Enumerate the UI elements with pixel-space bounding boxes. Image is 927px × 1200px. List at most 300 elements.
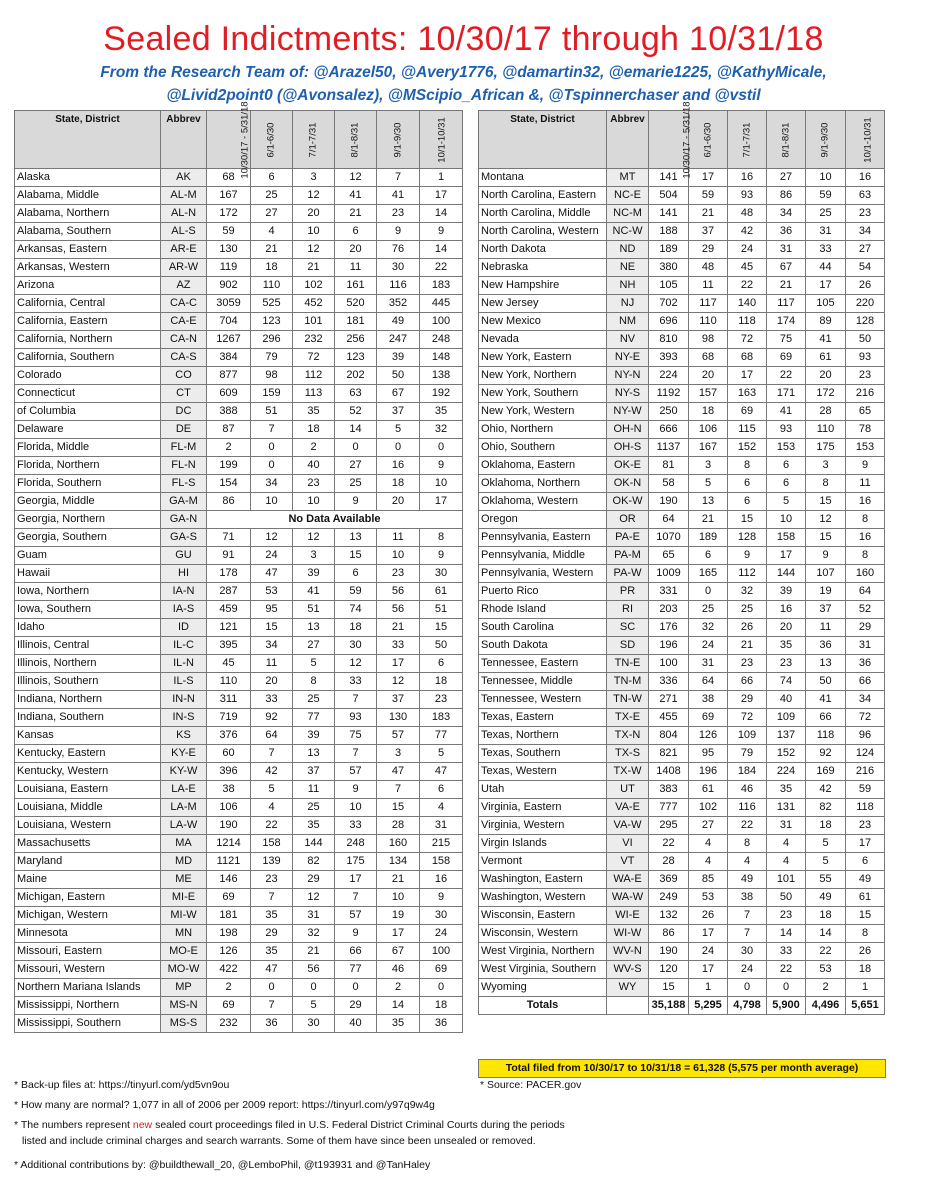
abbrev-cell: WA-E: [607, 871, 649, 889]
header-period-3: 7/1-7/31: [728, 111, 767, 169]
table-row: [479, 385, 885, 403]
state-cell: Texas, Western: [479, 763, 607, 781]
table-row: [479, 727, 885, 745]
value-cell: 10: [806, 169, 846, 187]
state-cell: South Carolina: [479, 619, 607, 637]
value-cell: 459: [207, 601, 251, 619]
table-row: [15, 187, 463, 205]
table-row: [479, 349, 885, 367]
value-cell: 112: [728, 565, 767, 583]
state-cell: Oklahoma, Northern: [479, 475, 607, 493]
value-cell: 64: [649, 511, 689, 529]
value-cell: 9: [846, 457, 885, 475]
value-cell: 24: [689, 943, 728, 961]
table-row: [479, 475, 885, 493]
value-cell: 92: [251, 709, 293, 727]
value-cell: 29: [335, 997, 377, 1015]
state-cell: Rhode Island: [479, 601, 607, 619]
value-cell: 14: [767, 925, 806, 943]
abbrev-cell: OK-E: [607, 457, 649, 475]
state-cell: Arizona: [15, 277, 161, 295]
value-cell: 9: [420, 223, 463, 241]
value-cell: 167: [689, 439, 728, 457]
value-cell: 112: [293, 367, 335, 385]
abbrev-cell: OR: [607, 511, 649, 529]
note-represent-line2: listed and include criminal charges and search warrants. Some of them have since been unsealed or removed.: [22, 1135, 536, 1147]
abbrev-cell: UT: [607, 781, 649, 799]
abbrev-cell: AR-W: [161, 259, 207, 277]
header-state: State, District: [479, 111, 607, 169]
value-cell: 17: [728, 367, 767, 385]
value-cell: 52: [335, 403, 377, 421]
value-cell: 9: [335, 781, 377, 799]
value-cell: 30: [377, 259, 420, 277]
table-row: [15, 529, 463, 547]
value-cell: 5: [806, 835, 846, 853]
value-cell: 181: [335, 313, 377, 331]
value-cell: 137: [767, 727, 806, 745]
header-period-2: 6/1-6/30: [689, 111, 728, 169]
value-cell: 17: [689, 169, 728, 187]
value-cell: 100: [420, 943, 463, 961]
value-cell: 123: [251, 313, 293, 331]
total-cell: 5,900: [767, 997, 806, 1015]
value-cell: 174: [767, 313, 806, 331]
abbrev-cell: NY-E: [607, 349, 649, 367]
value-cell: 106: [207, 799, 251, 817]
value-cell: 35: [767, 637, 806, 655]
state-cell: Massachusetts: [15, 835, 161, 853]
value-cell: 68: [207, 169, 251, 187]
value-cell: 153: [767, 439, 806, 457]
value-cell: 16: [846, 493, 885, 511]
value-cell: 0: [335, 439, 377, 457]
value-cell: 98: [689, 331, 728, 349]
value-cell: 15: [728, 511, 767, 529]
value-cell: 46: [728, 781, 767, 799]
value-cell: 45: [728, 259, 767, 277]
state-cell: Washington, Eastern: [479, 871, 607, 889]
value-cell: 57: [335, 763, 377, 781]
value-cell: 36: [251, 1015, 293, 1033]
value-cell: 19: [806, 583, 846, 601]
note-represent: [14, 1118, 565, 1132]
value-cell: 1: [689, 979, 728, 997]
value-cell: 58: [649, 475, 689, 493]
table-row: [479, 673, 885, 691]
abbrev-cell: DE: [161, 421, 207, 439]
value-cell: 215: [420, 835, 463, 853]
table-row: [15, 709, 463, 727]
value-cell: 35: [293, 403, 335, 421]
table-row: [15, 583, 463, 601]
value-cell: 75: [335, 727, 377, 745]
header-period-4: 8/1-8/31: [767, 111, 806, 169]
value-cell: 232: [293, 331, 335, 349]
value-cell: 12: [335, 655, 377, 673]
state-cell: Texas, Southern: [479, 745, 607, 763]
value-cell: 163: [728, 385, 767, 403]
header-period-5: 9/1-9/30: [377, 111, 420, 169]
value-cell: 224: [649, 367, 689, 385]
table-row: [479, 637, 885, 655]
page-title: Sealed Indictments: 10/30/17 through 10/31/18: [103, 20, 824, 58]
value-cell: 296: [251, 331, 293, 349]
table-row: [15, 817, 463, 835]
state-cell: Oklahoma, Western: [479, 493, 607, 511]
value-cell: 47: [377, 763, 420, 781]
state-cell: Alabama, Middle: [15, 187, 161, 205]
value-cell: 72: [846, 709, 885, 727]
value-cell: 86: [649, 925, 689, 943]
value-cell: 67: [767, 259, 806, 277]
abbrev-cell: NC-E: [607, 187, 649, 205]
value-cell: 192: [420, 385, 463, 403]
value-cell: 8: [806, 475, 846, 493]
value-cell: 7: [335, 691, 377, 709]
value-cell: 5: [251, 781, 293, 799]
state-cell: Louisiana, Middle: [15, 799, 161, 817]
value-cell: 53: [251, 583, 293, 601]
state-cell: Tennessee, Eastern: [479, 655, 607, 673]
value-cell: 609: [207, 385, 251, 403]
abbrev-cell: VA-W: [607, 817, 649, 835]
value-cell: 1070: [649, 529, 689, 547]
value-cell: 102: [293, 277, 335, 295]
value-cell: 41: [335, 187, 377, 205]
abbrev-cell: SD: [607, 637, 649, 655]
table-row: [15, 277, 463, 295]
value-cell: 376: [207, 727, 251, 745]
table-row: [479, 313, 885, 331]
table-row: [479, 223, 885, 241]
value-cell: 24: [420, 925, 463, 943]
value-cell: 3: [377, 745, 420, 763]
state-cell: Missouri, Eastern: [15, 943, 161, 961]
totals-label: Totals: [479, 997, 607, 1015]
value-cell: 203: [649, 601, 689, 619]
value-cell: 152: [728, 439, 767, 457]
state-cell: New York, Southern: [479, 385, 607, 403]
header-period-6: 10/1-10/31: [846, 111, 885, 169]
abbrev-cell: TN-W: [607, 691, 649, 709]
state-cell: Guam: [15, 547, 161, 565]
abbrev-cell: NE: [607, 259, 649, 277]
value-cell: 56: [377, 601, 420, 619]
value-cell: 15: [377, 799, 420, 817]
value-cell: 4: [689, 853, 728, 871]
value-cell: 4: [251, 223, 293, 241]
value-cell: 504: [649, 187, 689, 205]
value-cell: 16: [377, 457, 420, 475]
abbrev-cell: PA-M: [607, 547, 649, 565]
abbrev-cell: AL-M: [161, 187, 207, 205]
abbrev-cell: ID: [161, 619, 207, 637]
value-cell: 51: [293, 601, 335, 619]
abbrev-cell: MT: [607, 169, 649, 187]
value-cell: 0: [420, 979, 463, 997]
value-cell: 27: [846, 241, 885, 259]
value-cell: 144: [293, 835, 335, 853]
value-cell: 64: [846, 583, 885, 601]
table-row: [15, 367, 463, 385]
table-row: [15, 385, 463, 403]
value-cell: 13: [689, 493, 728, 511]
value-cell: 115: [728, 421, 767, 439]
abbrev-cell: IN-N: [161, 691, 207, 709]
table-row: [15, 889, 463, 907]
value-cell: 7: [377, 781, 420, 799]
value-cell: 36: [806, 637, 846, 655]
value-cell: 11: [377, 529, 420, 547]
value-cell: 165: [689, 565, 728, 583]
value-cell: 34: [251, 637, 293, 655]
value-cell: 37: [377, 691, 420, 709]
abbrev-cell: NY-S: [607, 385, 649, 403]
value-cell: 69: [207, 997, 251, 1015]
value-cell: 23: [420, 691, 463, 709]
abbrev-cell: IL-C: [161, 637, 207, 655]
value-cell: 33: [335, 817, 377, 835]
value-cell: 59: [335, 583, 377, 601]
header-row: [15, 111, 463, 169]
value-cell: 232: [207, 1015, 251, 1033]
table-row: [479, 295, 885, 313]
value-cell: 109: [767, 709, 806, 727]
table-row: [479, 817, 885, 835]
value-cell: 66: [846, 673, 885, 691]
abbrev-cell: TN-M: [607, 673, 649, 691]
table-row: [15, 799, 463, 817]
value-cell: 171: [767, 385, 806, 403]
value-cell: 19: [377, 907, 420, 925]
abbrev-cell: TN-E: [607, 655, 649, 673]
value-cell: 79: [251, 349, 293, 367]
value-cell: 189: [649, 241, 689, 259]
value-cell: 130: [207, 241, 251, 259]
abbrev-cell: MI-E: [161, 889, 207, 907]
value-cell: 216: [846, 763, 885, 781]
value-cell: 21: [767, 277, 806, 295]
header-period-6: 10/1-10/31: [420, 111, 463, 169]
abbrev-cell: KY-W: [161, 763, 207, 781]
header-period-4: 8/1-8/31: [335, 111, 377, 169]
value-cell: 134: [377, 853, 420, 871]
value-cell: 14: [335, 421, 377, 439]
value-cell: 27: [767, 169, 806, 187]
value-cell: 331: [649, 583, 689, 601]
value-cell: 14: [420, 205, 463, 223]
value-cell: 93: [846, 349, 885, 367]
value-cell: 8: [846, 925, 885, 943]
value-cell: 18: [251, 259, 293, 277]
state-cell: Louisiana, Western: [15, 817, 161, 835]
abbrev-cell: NH: [607, 277, 649, 295]
value-cell: 821: [649, 745, 689, 763]
table-row: [15, 691, 463, 709]
value-cell: 17: [420, 187, 463, 205]
value-cell: 55: [806, 871, 846, 889]
value-cell: 61: [689, 781, 728, 799]
value-cell: 46: [377, 961, 420, 979]
abbrev-cell: WI-E: [607, 907, 649, 925]
value-cell: 25: [293, 691, 335, 709]
value-cell: 8: [846, 547, 885, 565]
state-cell: New Jersey: [479, 295, 607, 313]
table-row: [15, 223, 463, 241]
value-cell: 59: [689, 187, 728, 205]
table-row: [479, 547, 885, 565]
state-cell: Michigan, Eastern: [15, 889, 161, 907]
abbrev-cell: DC: [161, 403, 207, 421]
value-cell: 1009: [649, 565, 689, 583]
table-row: [479, 619, 885, 637]
value-cell: 18: [689, 403, 728, 421]
value-cell: 9: [728, 547, 767, 565]
value-cell: 32: [728, 583, 767, 601]
value-cell: 9: [377, 223, 420, 241]
abbrev-cell: WA-W: [607, 889, 649, 907]
value-cell: 78: [846, 421, 885, 439]
value-cell: 24: [689, 637, 728, 655]
value-cell: 65: [846, 403, 885, 421]
state-cell: Georgia, Middle: [15, 493, 161, 511]
value-cell: 7: [728, 925, 767, 943]
value-cell: 63: [846, 187, 885, 205]
value-cell: 21: [293, 259, 335, 277]
left-districts-table: [14, 101, 463, 1033]
state-cell: Kentucky, Western: [15, 763, 161, 781]
state-cell: Texas, Eastern: [479, 709, 607, 727]
value-cell: 0: [377, 439, 420, 457]
value-cell: 77: [335, 961, 377, 979]
value-cell: 160: [377, 835, 420, 853]
state-cell: Arkansas, Eastern: [15, 241, 161, 259]
value-cell: 22: [728, 277, 767, 295]
value-cell: 249: [649, 889, 689, 907]
value-cell: 38: [689, 691, 728, 709]
value-cell: 4: [689, 835, 728, 853]
state-cell: Idaho: [15, 619, 161, 637]
abbrev-cell: MD: [161, 853, 207, 871]
value-cell: 53: [806, 961, 846, 979]
value-cell: 17: [420, 493, 463, 511]
state-cell: Florida, Southern: [15, 475, 161, 493]
value-cell: 21: [377, 619, 420, 637]
value-cell: 525: [251, 295, 293, 313]
abbrev-cell: ME: [161, 871, 207, 889]
state-cell: Virginia, Eastern: [479, 799, 607, 817]
state-cell: New York, Eastern: [479, 349, 607, 367]
value-cell: 30: [420, 907, 463, 925]
value-cell: 167: [207, 187, 251, 205]
state-cell: Ohio, Southern: [479, 439, 607, 457]
value-cell: 41: [806, 691, 846, 709]
value-cell: 24: [728, 241, 767, 259]
state-cell: Oklahoma, Eastern: [479, 457, 607, 475]
value-cell: 110: [207, 673, 251, 691]
abbrev-cell: NY-W: [607, 403, 649, 421]
value-cell: 31: [767, 241, 806, 259]
value-cell: 10: [377, 889, 420, 907]
value-cell: 24: [251, 547, 293, 565]
table-row: [479, 367, 885, 385]
value-cell: 39: [377, 349, 420, 367]
value-cell: 63: [335, 385, 377, 403]
value-cell: 8: [728, 835, 767, 853]
value-cell: 176: [649, 619, 689, 637]
table-row: [479, 457, 885, 475]
abbrev-cell: NC-W: [607, 223, 649, 241]
abbrev-cell: CA-E: [161, 313, 207, 331]
state-cell: Nebraska: [479, 259, 607, 277]
state-cell: Nevada: [479, 331, 607, 349]
value-cell: 12: [335, 169, 377, 187]
table-row: [15, 241, 463, 259]
value-cell: 704: [207, 313, 251, 331]
value-cell: 10: [335, 799, 377, 817]
value-cell: 22: [806, 943, 846, 961]
value-cell: 15: [251, 619, 293, 637]
value-cell: 184: [728, 763, 767, 781]
table-row: [15, 673, 463, 691]
value-cell: 30: [293, 1015, 335, 1033]
value-cell: 9: [335, 925, 377, 943]
state-cell: Pennsylvania, Eastern: [479, 529, 607, 547]
table-row: [479, 511, 885, 529]
value-cell: 21: [728, 637, 767, 655]
state-cell: Hawaii: [15, 565, 161, 583]
abbrev-cell: LA-M: [161, 799, 207, 817]
value-cell: 140: [728, 295, 767, 313]
table-row: [15, 619, 463, 637]
value-cell: 455: [649, 709, 689, 727]
value-cell: 216: [846, 385, 885, 403]
state-cell: West Virginia, Northern: [479, 943, 607, 961]
value-cell: 175: [335, 853, 377, 871]
value-cell: 50: [420, 637, 463, 655]
abbrev-cell: LA-E: [161, 781, 207, 799]
state-cell: Alaska: [15, 169, 161, 187]
value-cell: 109: [728, 727, 767, 745]
value-cell: 9: [335, 493, 377, 511]
value-cell: 105: [806, 295, 846, 313]
value-cell: 41: [806, 331, 846, 349]
value-cell: 77: [420, 727, 463, 745]
value-cell: 65: [649, 547, 689, 565]
value-cell: 60: [207, 745, 251, 763]
value-cell: 445: [420, 295, 463, 313]
value-cell: 2: [806, 979, 846, 997]
value-cell: 20: [806, 367, 846, 385]
value-cell: 93: [728, 187, 767, 205]
value-cell: 157: [689, 385, 728, 403]
value-cell: 3: [689, 457, 728, 475]
value-cell: 17: [335, 871, 377, 889]
value-cell: 34: [767, 205, 806, 223]
value-cell: 118: [846, 799, 885, 817]
state-cell: Indiana, Southern: [15, 709, 161, 727]
value-cell: 100: [649, 655, 689, 673]
value-cell: 287: [207, 583, 251, 601]
value-cell: 13: [293, 619, 335, 637]
value-cell: 0: [728, 979, 767, 997]
value-cell: 10: [251, 493, 293, 511]
state-cell: North Carolina, Eastern: [479, 187, 607, 205]
value-cell: 196: [649, 637, 689, 655]
value-cell: 61: [846, 889, 885, 907]
value-cell: 29: [251, 925, 293, 943]
